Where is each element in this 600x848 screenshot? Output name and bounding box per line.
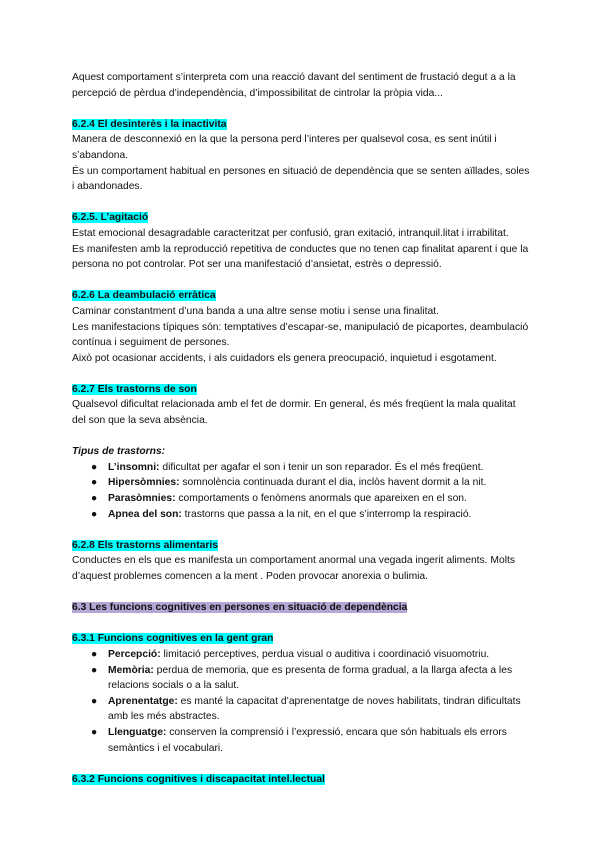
bullet-icon: ●	[91, 461, 98, 473]
list-item: ● L’insomni: dificultat per agafar el son i tenir un son reparador. És el més freqüent.	[72, 460, 532, 476]
bullet-icon: ●	[91, 648, 98, 660]
heading-6-2-5: 6.2.5. L’agitació	[72, 212, 149, 224]
bullet-icon: ●	[91, 493, 98, 505]
heading-6-3-2: 6.3.2 Funcions cognitives i discapacitat intel.lectual	[72, 773, 325, 785]
heading-6-2-4: 6.2.4 El desinterès i la inactivita	[72, 118, 227, 130]
paragraph: És un comportament habitual en persones en situació de dependència que se senten aïllades, soles i abandonades.	[72, 165, 530, 193]
paragraph: Caminar constantment d’una banda a una altre sense motiu i sense una finalitat.	[72, 305, 439, 317]
paragraph: Qualsevol dificultat relacionada amb el fet de dormir. En general, és més freqüent la mala qualitat del son que la seva absència.	[72, 399, 516, 427]
list-item: ● Parasòmnies: comportaments o fenòmens anormals que apareixen en el son.	[72, 491, 532, 507]
heading-6-2-6: 6.2.6 La deambulació erràtica	[72, 290, 216, 302]
intro-paragraph: Aquest comportament s’interpreta com una reacció davant del sentiment de frustació degut a a la percepció de pèrdua d’independència, d’impossibilitat de cintrolar la pròpia vida...	[72, 72, 516, 99]
list-item: ● Apnea del son: trastorns que passa a la nit, en el que s’interromp la respiració.	[72, 507, 532, 523]
paragraph: Estat emocional desagradable caracteritzat per confusió, gran exitació, intranquil.litat i irrabilitat.	[72, 227, 509, 239]
heading-6-3: 6.3 Les funcions cognitives en persones en situació de dependència	[72, 602, 408, 614]
tipus-label: Tipus de trastorns:	[72, 446, 166, 458]
paragraph: Això pot ocasionar accidents, i als cuidadors els genera preocupació, inquietud i esgotament.	[72, 352, 497, 364]
document-body	[72, 70, 532, 787]
list-item: ● Llenguatge: conserven la comprensió i l’expressió, encara que són habituals els errors semàntics i el vocabulari.	[91, 726, 507, 754]
list-item: ● Percepció: limitació perceptives, perdua visual o auditiva i coordinació visuomotriu.	[72, 647, 532, 663]
paragraph: Conductes en els que es manifesta un comportament anormal una vegada ingerit aliments. Molts d’aquest problemes comencen a la ment . Poden provocar anorexia o bulimia.	[72, 555, 516, 582]
bullet-icon: ●	[91, 664, 98, 676]
heading-6-2-7: 6.2.7 Els trastorns de son	[72, 383, 197, 395]
sleep-disorders-list	[72, 460, 532, 522]
heading-6-2-8: 6.2.8 Els trastorns alimentaris	[72, 539, 218, 551]
heading-6-3-1: 6.3.1 Funcions cognitives en la gent gran	[72, 633, 274, 645]
cognitive-functions-list	[72, 647, 532, 756]
paragraph: Es manifesten amb la reproducció repetitiva de conductes que no tenen cap finalitat aparent i que la persona no pot controlar. Pot ser una manifestació d’ansietat, estrès o depressió.	[72, 243, 529, 271]
bullet-icon: ●	[91, 508, 98, 520]
list-item: ● Aprenentatge: es manté la capacitat d’aprenentatge de noves habilitats, tindran dificultats amb les més abstractes.	[91, 695, 521, 723]
bullet-icon: ●	[91, 695, 98, 707]
paragraph: Manera de desconnexió en la que la persona perd l’interes per qualsevol cosa, es sent inútil i s’abandona.	[72, 134, 497, 161]
bullet-icon: ●	[91, 477, 98, 489]
list-item: ● Hipersòmnies: somnolència continuada durant el dia, inclòs havent dormit a la nit.	[72, 475, 532, 491]
bullet-icon: ●	[91, 726, 98, 738]
paragraph: Les manifestacions típiques són: temptatives d’escapar-se, manipulació de picaportes, deambulació contínua i seguiment de persones.	[72, 321, 529, 349]
list-item: ● Memòria: perdua de memoria, que es presenta de forma gradual, a la llarga afecta a les relacions socials o a la salut.	[91, 664, 513, 692]
